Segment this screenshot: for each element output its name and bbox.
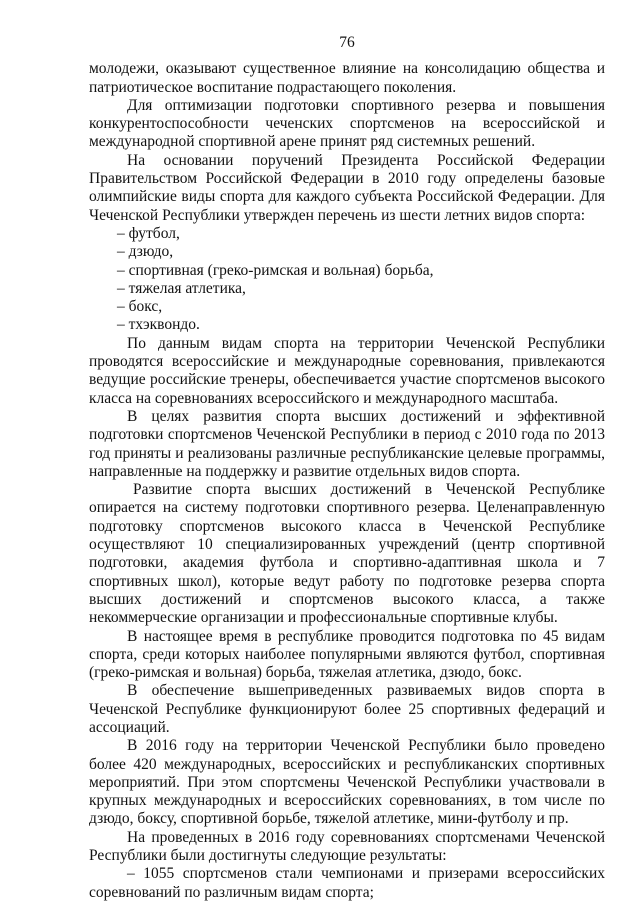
- paragraph-champions: – 1055 спортсменов стали чемпионами и призерами всероссийских соревнований по различным видам спорта;: [89, 865, 605, 901]
- list-item: – спортивная (греко-римская и вольная) борьба,: [117, 261, 434, 279]
- paragraph-programs: В целях развития спорта высших достижений и эффективной подготовки спортсменов Чеченской Республики в период с 2010 года по 2013 год приняты и реализованы различные республиканские целевые программы, направленные на поддержку и развитие отдельных видов спорта.: [89, 407, 605, 480]
- paragraph-competitions: По данным видам спорта на территории Чеченской Республики проводятся всероссийские и международные соревнования, привлекаются ведущие российские тренеры, обеспечивается участие спортсменов высокого класса на соревнованиях всероссийского и международного масштаба.: [89, 334, 605, 407]
- paragraph-olympic-sports: На основании поручений Президента Российской Федерации Правительством Российской Федерации в 2010 году определены базовые олимпийские виды спорта для каждого субъекта Российской Федерации. Для Чеченской Республики утвержден перечень из шести летних видов спорта:: [89, 151, 605, 224]
- list-item: – бокс,: [117, 298, 163, 316]
- paragraph-results-2016: На проведенных в 2016 году соревнованиях спортсменами Чеченской Республики были достигнуты следующие результаты:: [89, 828, 605, 865]
- sports-list: [89, 225, 605, 335]
- paragraph-sport-reserve: Для оптимизации подготовки спортивного резерва и повышения конкурентоспособности чеченских спортсменов на всероссийской и международной спортивной арене принят ряд системных решений.: [89, 96, 605, 151]
- list-item: – тхэквондо.: [117, 316, 200, 334]
- list-item: – тяжелая атлетика,: [117, 279, 246, 297]
- page-number: 76: [339, 34, 355, 51]
- paragraph-45-sports: В настоящее время в республике проводится подготовка по 45 видам спорта, среди которых наиболее популярными являются футбол, спортивная (греко-римская и вольная) борьба, тяжелая атлетика, дзюдо, бокс.: [89, 627, 605, 682]
- list-item: – футбол,: [117, 224, 180, 242]
- paragraph-federations: В обеспечение вышеприведенных развиваемых видов спорта в Чеченской Республике функционируют более 25 спортивных федераций и ассоциаций.: [89, 682, 605, 736]
- document-page: [89, 34, 605, 902]
- paragraph-continuation: молодежи, оказывают существенное влияние на консолидацию общества и патриотическое воспитание подрастающего поколения.: [89, 60, 605, 96]
- list-item: – дзюдо,: [117, 243, 174, 261]
- paragraph-events-2016: В 2016 году на территории Чеченской Республики было проведено более 420 международных, всероссийских и республиканских спортивных мероприятий. При этом спортсмены Чеченской Республики участвовали в крупных международных и всероссийских соревнованиях, в том числе по дзюдо, боксу, спортивной борьбе, тяжелой атлетике, мини-футболу и пр.: [89, 737, 605, 828]
- paragraph-high-achievement: Развитие спорта высших достижений в Чеченской Республике опирается на систему подготовки спортивного резерва. Целенаправленную подготовку спортсменов высокого класса в Чеченской Республике осуществляют 10 специализированных учреждений (центр спортивной подготовки, академия футбола и спортивно-адаптивная школа и 7 спортивных школ), которые ведут работу по подготовке резерва спорта высших достижений и спортсменов высокого класса, а также некоммерческие организации и профессиональные спортивные клубы.: [89, 481, 605, 627]
